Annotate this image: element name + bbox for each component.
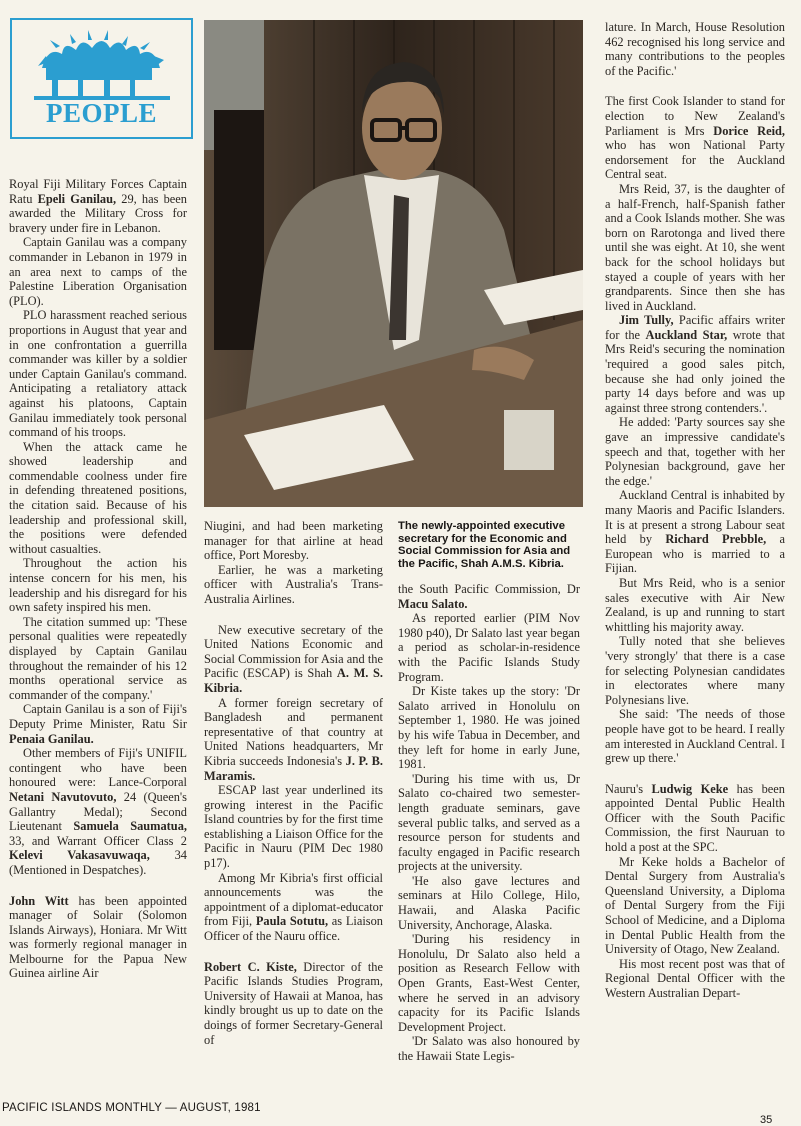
paragraph-text: 34 (Mentioned in Despatches).	[9, 848, 187, 877]
paragraph-text: 'He also gave lectures and seminars at Hilo College, Hilo, Hawaii, and Alaska Pacific University, Anchorage, Alaska.	[398, 873, 580, 932]
paragraph-text: But Mrs Reid, who is a senior sales executive with Air New Zealand, is up and running to start whittling his majority away.	[605, 575, 785, 634]
paragraph-text: 'Dr Salato was also honoured by the Hawaii State Legis-	[398, 1034, 580, 1063]
paragraph-text: Captain Ganilau was a company commander in Lebanon in 1979 in an area next to camps of the Palestine Liberation Organisation (PLO).	[9, 235, 187, 308]
person-name: Macu Salato.	[398, 596, 468, 611]
paragraph-text: 'During his residency in Honolulu, Dr Salato also held a position as Research Fellow with Open Grants, East-West Center, where he served in an advisory capacity for its Pacific Islands Development Project.	[398, 932, 580, 1034]
paragraph	[398, 932, 580, 1034]
paragraph	[605, 488, 785, 576]
person-name: Epeli Ganilau,	[37, 191, 117, 206]
person-name: Auckland Star,	[645, 327, 728, 342]
paragraph	[9, 177, 187, 235]
paragraph	[9, 556, 187, 614]
paragraph	[398, 874, 580, 932]
person-name: A. M. S. Kibria.	[204, 666, 384, 695]
paragraph-text: Tully noted that she believes 'very strongly' that there is a case for selecting Polynesian candidates in electorates where many Polynesians live.	[605, 634, 785, 707]
paragraph-text: Niugini, and had been marketing manager for that airline at head office, Port Moresby.	[204, 519, 383, 563]
paragraph-text: Auckland Central is inhabited by many Maoris and Pacific Islanders. It is at present a strong Labour seat held by	[605, 488, 785, 547]
paragraph	[9, 308, 187, 439]
person-name: Netani Navutovuto,	[9, 789, 117, 804]
paragraph-text: Royal Fiji Military Forces Captain Ratu	[9, 177, 187, 206]
paragraph-text: wrote that Mrs Reid's securing the nomination 'required a good sales pitch, because she had only joined the party 14 days before and was up against three strong contenders.'.	[605, 327, 785, 415]
paragraph-text: has been appointed Dental Public Health Officer with the South Pacific Commission, the first Nauruan to hold a post at the SPC.	[605, 781, 785, 855]
person-name: Richard Prebble,	[665, 532, 767, 547]
paragraph-text: Other members of Fiji's UNIFIL contingent who have been honoured were: Lance-Corporal	[9, 746, 187, 790]
paragraph-text: Captain Ganilau is a son of Fiji's Deputy Prime Minister, Ratu Sir	[9, 702, 187, 731]
paragraph	[9, 235, 187, 308]
section-logo	[10, 18, 193, 139]
paragraph-text: 'During his time with us, Dr Salato co-chaired two semester-length graduate seminars, gave several public talks, and served as a resource person for students and faculty engaged in Pacific research projects at the university.	[398, 771, 580, 874]
person-name: Jim Tully,	[619, 313, 674, 328]
paragraph	[398, 684, 580, 772]
paragraph-text: has been appointed manager of Solair (Solomon Islands Airways), Honiara. Mr Witt was formerly regional manager in Melbourne for the Papua New Guinea airline Air	[9, 893, 187, 981]
person-name: Kelevi Vakasavuwaqa,	[9, 848, 150, 863]
paragraph-text: 29, has been awarded the Military Cross for bravery under fire in Lebanon.	[9, 191, 187, 235]
paragraph	[204, 563, 383, 607]
paragraph	[605, 782, 785, 855]
paragraph	[398, 772, 580, 874]
paragraph	[204, 696, 383, 784]
paragraph-text: The first Cook Islander to stand for election to New Zealand's Parliament is Mrs	[605, 94, 785, 138]
paragraph-text: as Liaison Officer of the Nauru office.	[204, 914, 383, 944]
paragraph	[605, 94, 785, 182]
paragraph	[605, 634, 785, 707]
footer-publication: PACIFIC ISLANDS MONTHLY — AUGUST, 1981	[2, 1102, 261, 1114]
section-title: PEOPLE	[45, 98, 157, 128]
paragraph-text: Dr Kiste takes up the story: 'Dr Salato arrived in Honolulu on September 1, 1980. He was joined by his wife Tabua in December, and they left for home in early June, 1981.	[398, 684, 580, 772]
paragraph-text: Nauru's	[605, 781, 652, 796]
paragraph	[9, 746, 187, 877]
paragraph	[605, 855, 785, 957]
portrait-photo	[204, 20, 583, 507]
person-name: J. P. B. Maramis.	[204, 753, 383, 783]
paragraph-text: 24 (Queen's Gallantry Medal); Second Lieutenant	[9, 789, 187, 834]
person-name: Ludwig Keke	[651, 781, 729, 796]
article-column-2	[204, 519, 383, 1047]
paragraph	[605, 707, 785, 765]
photo-caption: The newly-appointed executive secretary for the Economic and Social Commission for Asia and the Pacific, Shah A.M.S. Kibria.	[398, 520, 571, 570]
paragraph-text: lature. In March, House Resolution 462 recognised his long service and many contributions to the peoples of the Pacific.'	[605, 20, 785, 78]
paragraph-text: who has won National Party endorsement for the Auckland Central seat.	[605, 138, 785, 182]
paragraph	[9, 894, 187, 982]
paragraph-text: His most recent post was that of Regional Dental Officer with the Western Australian Depart-	[605, 956, 785, 1000]
paragraph-text: The citation summed up: 'These personal qualities were repeatedly displayed by Captain Ganilau throughout the remainder of his 12 months operational service as commander of the company.'	[9, 614, 187, 702]
paragraph	[605, 957, 785, 1001]
article-column-3	[398, 582, 580, 1064]
page-number: 35	[760, 1114, 773, 1126]
person-name: Penaia Ganilau.	[9, 731, 94, 746]
paragraph	[605, 182, 785, 313]
person-name: John Witt	[9, 893, 69, 908]
person-name: Robert C. Kiste,	[204, 959, 297, 974]
paragraph-text: New executive secretary of the United Nations Economic and Social Commission for Asia and the Pacific (ESCAP) is Shah	[204, 622, 383, 681]
paragraph-text: Earlier, he was a marketing officer with Australia's Trans-Australia Airlines.	[204, 562, 383, 606]
palm-trees-icon	[12, 26, 191, 106]
paragraph	[204, 960, 383, 1048]
paragraph	[605, 415, 785, 488]
paragraph-text: She said: 'The needs of those people have got to be heard. I really am interested in Auckland Central. I grew up there.'	[605, 707, 785, 766]
paragraph	[398, 1034, 580, 1063]
person-name: Paula Sotutu,	[255, 914, 329, 929]
paragraph	[204, 783, 383, 871]
paragraph-text: Mr Keke holds a Bachelor of Dental Surgery from Australia's Queensland University, a Diploma of Dental Surgery from the Fiji School of Medicine, and a Diploma in Dental Public Health from the University of Otago, New Zealand.	[605, 854, 785, 957]
paragraph	[605, 576, 785, 634]
paragraph-text: a European who is married to a Fijian.	[605, 532, 785, 576]
paragraph-text: When the attack came he showed leadership and commendable coolness under fire in defending threatened positions, the citation said. Because of his leadership and professional skill, the positions were defended without casualties.	[9, 439, 187, 556]
paragraph	[398, 582, 580, 611]
paragraph	[204, 623, 383, 696]
paragraph	[398, 611, 580, 684]
paragraph	[9, 615, 187, 703]
paragraph-text: Throughout the action his intense concern for his men, his leadership and his disregard for his own safety inspired his men.	[9, 556, 187, 615]
paragraph	[204, 871, 383, 944]
paragraph-text: Director of the Pacific Islands Studies Program, University of Hawaii at Manoa, has kindly brought us up to date on the doings of former Secretary-General of	[204, 959, 383, 1047]
paragraph	[9, 440, 187, 557]
paragraph-text: ESCAP last year underlined its growing interest in the Pacific Island countries by for the first time establishing a Liaison Office for the Pacific in Nauru (PIM Dec 1980 p17).	[204, 783, 383, 871]
paragraph	[605, 313, 785, 415]
paragraph-text: 33, and Warrant Officer Class 2	[9, 833, 187, 848]
paragraph-text: Mrs Reid, 37, is the daughter of a half-French, half-Spanish father and a Cook Islands mother. She was born on Rarotonga and lived there until she was eight. At 10, she went back for the school holidays but stayed a couple of years with her grandparents. Since then she has lived in Auckland.	[605, 181, 785, 313]
paragraph	[204, 519, 383, 563]
paragraph-text: He added: 'Party sources say she gave an impressive candidate's speech and that, together with her Polynesian background, gave her the edge.'	[605, 415, 785, 488]
article-column-4	[605, 20, 785, 1001]
person-name: Samuela Saumatua,	[73, 819, 187, 834]
paragraph	[9, 702, 187, 746]
article-column-1	[9, 177, 187, 981]
paragraph-text: A former foreign secretary of Bangladesh and permanent representative of that country at United Nations headquarters, Mr Kibria succeeds Indonesia's	[204, 695, 383, 768]
paragraph-text: As reported earlier (PIM Nov 1980 p40), Dr Salato last year began a period as scholar-in-residence with the Pacific Islands Study Program.	[398, 611, 580, 684]
person-name: Dorice Reid,	[713, 123, 786, 138]
paragraph-text: PLO harassment reached serious proportions in August that year and in one confrontation a guerrilla commander was killer by a soldier under Captain Ganilau's command. Anticipating a retaliatory attack against his platoons, Captain Ganilau immediately took personal command of his troops.	[9, 308, 187, 440]
paragraph-text: Among Mr Kibria's first official announcements was the appointment of a diplomat-educator from Fiji,	[204, 870, 383, 929]
paragraph-text: the South Pacific Commission, Dr	[398, 582, 580, 596]
paragraph	[605, 20, 785, 78]
paragraph-text: Pacific affairs writer for the	[605, 313, 785, 342]
